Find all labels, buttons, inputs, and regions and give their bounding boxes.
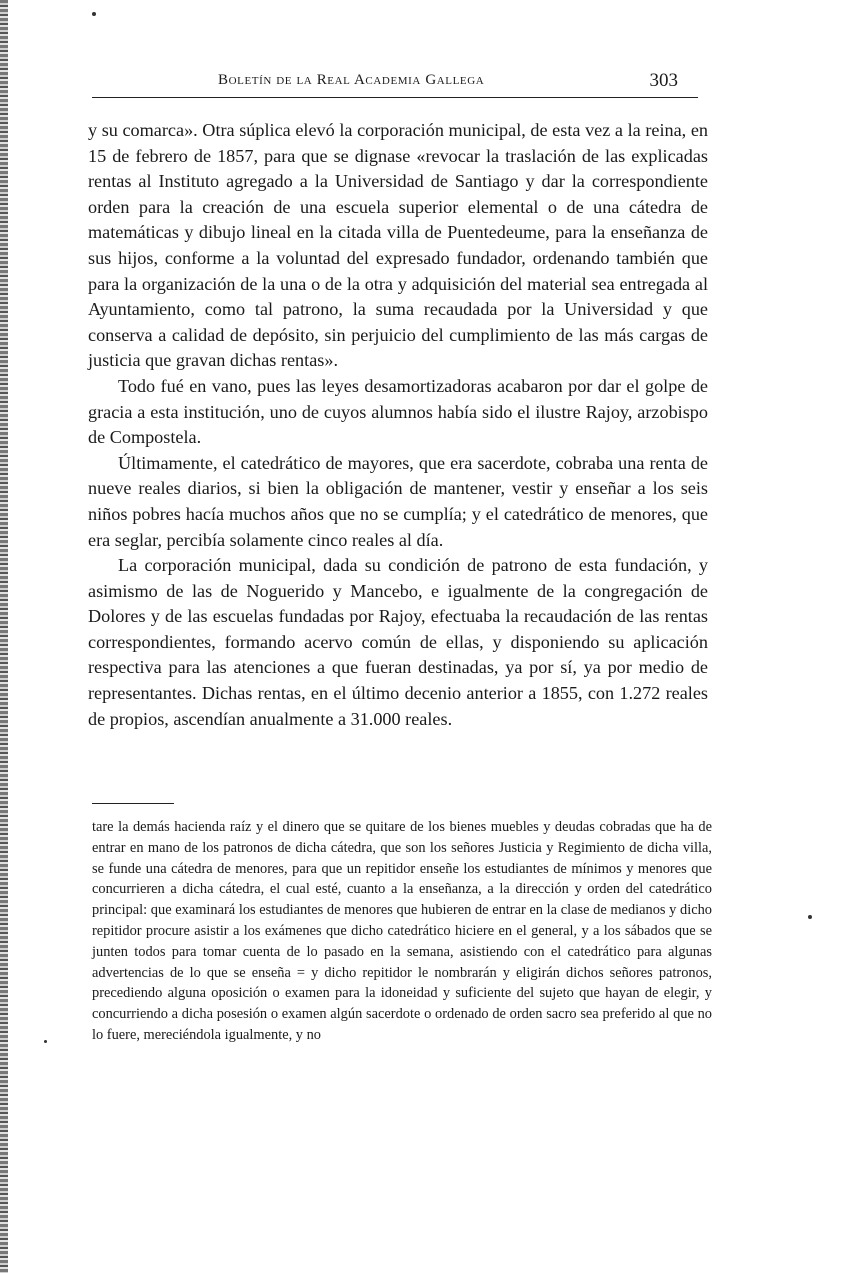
- footnote-rule: [92, 803, 174, 804]
- running-header: [218, 70, 698, 100]
- main-text: [88, 118, 708, 732]
- paragraph: Todo fué en vano, pues las leyes desamortizadoras acabaron por dar el golpe de gracia a esta institución, uno de cuyos alumnos había sido el ilustre Rajoy, arzobispo de Compostela.: [88, 375, 708, 448]
- header-rule: [92, 97, 698, 98]
- ink-speck: [92, 12, 96, 16]
- page-number: 303: [649, 70, 678, 91]
- footnote: tare la demás hacienda raíz y el dinero que se quitare de los bienes muebles y deudas cobradas que ha de entrar en mano de los patronos de dicha cátedra, que son los señores Justicia y Regimiento de dicha villa, se funde una cátedra de menores, para que un repitidor enseñe los estudiantes de mínimos y menores que concurrieren a dicha cátedra, el cual esté, cuanto a la enseñanza, a la dirección y orden del catedrático principal: que examinará los estudiantes de menores que hubieren de entrar en la clase de medianos y dicho repitidor procure asistir a los exámenes que dicho catedrático hiciere en el general, y a los sábados que se junten todos para tomar cuenta de lo pasado en la semana, asistiendo con el catedrático para algunas advertencias de lo que se enseña = y dicho repitidor le nombrarán y eligirán dichos señores patronos, precediendo alguna oposición o examen para la idoneidad y suficiente del sujeto que hayan de elegir, y concurriendo a dicha posesión o examen algún sacerdote o ordenado de orden sacro sea preferido al que no lo fuere, mereciéndola igualmente, y no: [92, 819, 712, 1043]
- paragraph: La corporación municipal, dada su condición de patrono de esta fundación, y asimismo de las de Noguerido y Mancebo, e igualmente de la congregación de Dolores y de las escuelas fundadas por Rajoy, efectuaba la recaudación de las rentas correspondientes, formando acervo común de ellas, y disponiendo su aplicación respectiva para las atenciones a que fueran destinadas, ya por sí, ya por medio de representantes. Dichas rentas, en el último decenio anterior a 1855, con 1.272 reales de propios, ascendían anualmente a 31.000 reales.: [88, 555, 708, 729]
- paragraph: y su comarca». Otra súplica elevó la corporación municipal, de esta vez a la reina, en 15 de febrero de 1857, para que se dignase «revocar la traslación de las explicadas rentas al Instituto agregado a la Universidad de Santiago y dar la correspondiente orden para la creación de una escuela superior elemental o de una cátedra de matemáticas y dibujo lineal en la citada villa de Puentedeume, para la enseñanza de sus hijos, conforme a la voluntad del expresado fundador, ordenando también que para la organización de la una o de la otra y adquisición del material sea entregada al Ayuntamiento, como tal patrono, la suma recaudada por la Universidad y que conserva a calidad de depósito, sin perjuicio del cumplimiento de las más cargas de justicia que gravan dichas rentas».: [88, 120, 708, 371]
- header-title: Boletín de la Real Academia Gallega: [218, 72, 485, 88]
- ink-speck: [808, 915, 812, 919]
- binding-edge: [0, 0, 8, 1273]
- ink-speck: [44, 1040, 47, 1043]
- paragraph: Últimamente, el catedrático de mayores, que era sacerdote, cobraba una renta de nueve reales diarios, si bien la obligación de mantener, vestir y enseñar a los seis niños pobres hacía muchos años que no se cumplía; y el catedrático de menores, que era seglar, percibía solamente cinco reales al día.: [88, 452, 708, 550]
